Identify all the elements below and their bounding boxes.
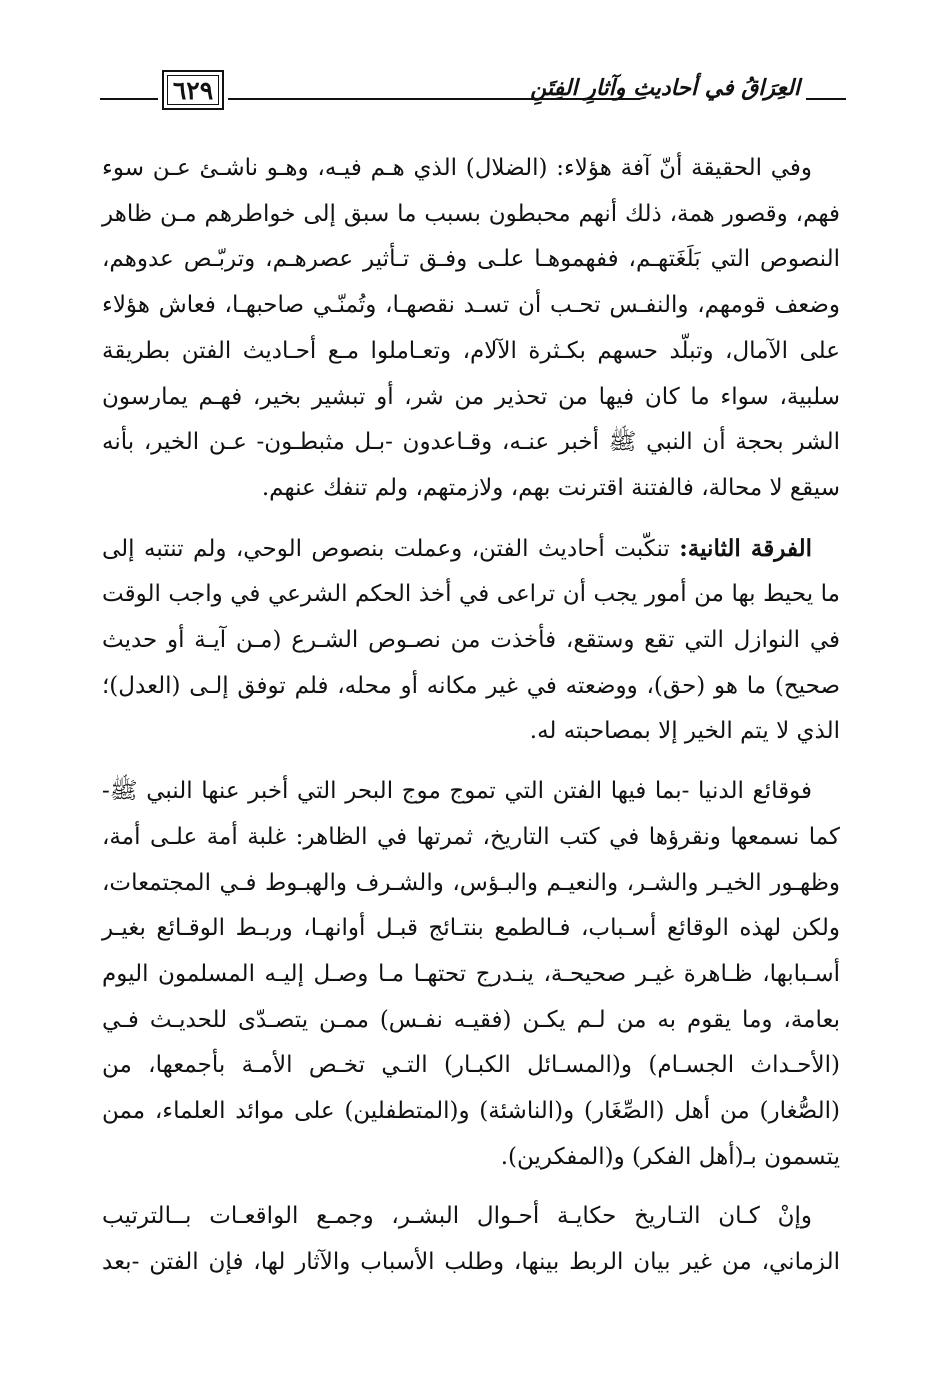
paragraph-2-text: تنكّبت أحاديث الفتن، وعملت بنصوص الوحي، ولم تنتبه إلى ما يحيط بها من أمور يجب أن تراعى في أخذ الحكم الشرعي في واجب الوقت في النوازل التي تقع وستقع، فأخذت من نصـوص الشـرع (مـن آيـة أو حديث صحيح) ما هو (حق)، ووضعته في غير مكانه أو محله، فلم توفق إلـى (العدل)؛ الذي لا يتم الخير إلا بمصاحبته له.: [102, 535, 840, 745]
page-number: ٦٢٩: [162, 70, 224, 110]
paragraph-4: [102, 1194, 840, 1285]
book-title: العِرَاقُ في أحاديثِ وآثارِ الفِتَنِ: [530, 75, 800, 101]
running-header: [100, 58, 842, 118]
paragraph-3-text: فوقائع الدنيا -بما فيها الفتن التي تموج موج البحر التي أخبر عنها النبي ﷺ- كما نسمعها ونقرؤها في كتب التاريخ، ثمرتها في الظاهر: غلبة أمة علـى أمة، وظهـور الخيـر والشـر، والنعيـم والبـؤس، والشـرف والهبـوط فـي المجتمعات، ولكن لهذه الوقائع أسـباب، فـالطمع بنتـائج قبـل أوانهـا، وربـط الوقـائع بغيـر أسـبابها، ظـاهرة غيـر صحيحـة، ينـدرج تحتهـا مـا وصـل إليـه المسلمون اليوم بعامة، وما يقوم به من لـم يكـن (فقيـه نفـس) ممـن يتصـدّى للحديـث فـي (الأحـداث الجسـام) و(المسـائل الكبـار) التـي تخـص الأمـة بأجمعها، من (الصُّغار) من أهل (الصِّغَار) و(الناشئة) و(المتطفلين) على موائد العلماء، ممن يتسمون بـ(أهل الفكر) و(المفكرين).: [102, 778, 840, 1170]
body-text: [102, 146, 840, 1286]
paragraph-4-text: وإنْ كـان التـاريخ حكايـة أحـوال البشـر، وجمـع الواقعـات بــالترتيب الزماني، من غير بيان الربط بينها، وطلب الأسباب والآثار لها، فإن الفتن -بعد: [102, 1203, 840, 1276]
paragraph-3: [102, 769, 840, 1180]
paragraph-1: [102, 146, 840, 512]
header-rule-left: [100, 98, 158, 100]
header-rule-right: [806, 98, 846, 100]
paragraph-1-text: وفي الحقيقة أنّ آفة هؤلاء: (الضلال) الذي هـم فيـه، وهـو ناشـئ عـن سوء فهم، وقصور همة، ذلك أنهم محبطون بسبب ما سبق إلى خواطرهم مـن ظاهر النصوص التي بَلَغَتهـم، ففهموهـا علـى وفـق تـأثير عصرهـم، وتربّـص عدوهم، وضعف قومهم، والنفـس تحـب أن تسـد نقصهـا، وتُمنّـي صاحبهـا، فعاش هؤلاء على الآمال، وتبلّد حسهم بكـثرة الآلام، وتعـاملوا مـع أحـاديث الفتن بطريقة سلبية، سواء ما كان فيها من تحذير من شر، أو تبشير بخير، فهـم يمارسون الشر بحجة أن النبي ﷺ أخبر عنـه، وقـاعدون -بـل مثبطـون- عـن الخير، بأنه سيقع لا محالة، فالفتنة اقترنت بهم، ولازمتهم، ولم تنفك عنهم.: [102, 155, 840, 501]
paragraph-2: [102, 526, 840, 756]
paragraph-2-lead: الفرقة الثانية:: [679, 534, 812, 562]
